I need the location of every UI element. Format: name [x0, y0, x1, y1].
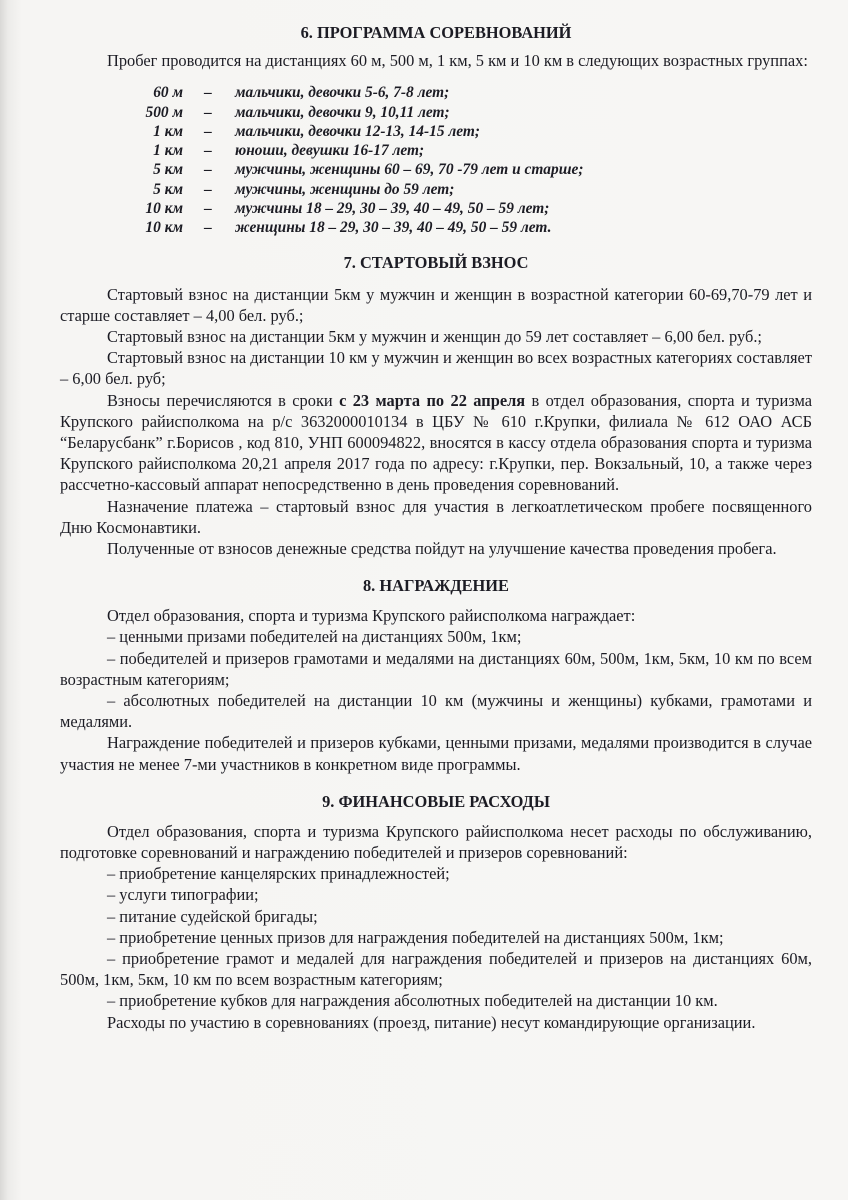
list-item: – абсолютных победителей на дистанции 10 км (мужчины и женщины) кубками, грамотами и медалями.	[60, 691, 812, 732]
group-dash: –	[204, 180, 212, 198]
group-distance: 5 км	[153, 161, 183, 179]
section-8-heading: 8. НАГРАЖДЕНИЕ	[362, 576, 509, 596]
group-distance: 500 м	[145, 103, 183, 121]
section-7-paragraph: Полученные от взносов денежные средства пойдут на улучшение качества проведения пробега.	[107, 539, 777, 559]
age-group-row	[60, 160, 812, 179]
section-9-outro: Расходы по участию в соревнованиях (проезд, питание) несут командирующие организации.	[107, 1012, 756, 1032]
group-distance: 1 км	[153, 142, 183, 160]
group-dash: –	[204, 103, 212, 121]
group-description: юноши, девушки 16-17 лет;	[235, 142, 425, 160]
section-9-heading: 9. ФИНАНСОВЫЕ РАСХОДЫ	[322, 791, 550, 811]
group-description: женщины 18 – 29, 30 – 39, 40 – 49, 50 – 59 лет.	[235, 219, 552, 237]
list-item: – победителей и призеров грамотами и медалями на дистанциях 60м, 500м, 1км, 5км, 10 км по всем возрастным категориям;	[60, 648, 812, 689]
age-group-row	[60, 180, 812, 199]
section-6-heading: 6. ПРОГРАММА СОРЕВНОВАНИЙ	[300, 23, 572, 42]
section-7-paragraph: Стартовый взнос на дистанции 5км у мужчин и женщин до 59 лет составляет – 6,00 бел. руб.;	[107, 326, 762, 346]
payment-dates: с 23 марта по 22 апреля	[339, 390, 526, 410]
group-dash: –	[204, 199, 212, 217]
section-8-intro: Отдел образования, спорта и туризма Крупского райисполкома награждает:	[107, 606, 636, 626]
group-description: мальчики, девочки 12-13, 14-15 лет;	[235, 122, 480, 140]
group-dash: –	[204, 142, 212, 160]
section-7-paragraph: Стартовый взнос на дистанции 10 км у мужчин и женщин во всех возрастных категориях составляет – 6,00 бел. руб;	[60, 348, 812, 389]
list-item: – приобретение кубков для награждения абсолютных победителей на дистанции 10 км.	[107, 991, 718, 1011]
section-7-payment-paragraph	[60, 390, 812, 496]
age-group-row	[60, 122, 812, 141]
group-distance: 1 км	[153, 122, 183, 140]
group-dash: –	[204, 122, 212, 140]
group-description: мужчины, женщины до 59 лет;	[235, 180, 455, 198]
group-dash: –	[204, 219, 212, 237]
document-content	[60, 22, 812, 1033]
group-description: мальчики, девочки 5-6, 7-8 лет;	[235, 84, 450, 102]
payment-text-start: Взносы перечисляются в сроки	[107, 390, 340, 410]
group-distance: 5 км	[153, 180, 183, 198]
list-item: – приобретение ценных призов для награждения победителей на дистанциях 500м, 1км;	[107, 927, 724, 947]
group-description: мужчины, женщины 60 – 69, 70 -79 лет и старше;	[235, 161, 584, 179]
group-distance: 10 км	[145, 199, 183, 217]
age-group-row	[60, 141, 812, 160]
age-group-row	[60, 103, 812, 122]
payment-text-end: в отдел образования, спорта и туризма Крупского райисполкома на р/с 3632000010134 в ЦБУ № 610 г.Крупки, филиала № 612 ОАО АСБ “Беларусбанк” г.Борисов , код 810, УНП 600094822, вносятся в кассу отдела образования спорта и туризма Крупского райисполкома 20,21 апреля 2017 года по адресу: г.Крупки, пер. Вокзальный, 10, а также через рассчетно-кассовый аппарат непосредственно в день проведения соревнований.	[60, 390, 813, 495]
section-7-paragraph: Стартовый взнос на дистанции 5км у мужчин и женщин в возрастной категории 60-69,70-79 лет и старше составляет – 4,00 бел. руб.;	[60, 284, 812, 325]
group-description: мужчины 18 – 29, 30 – 39, 40 – 49, 50 – 59 лет;	[235, 199, 550, 217]
group-distance: 60 м	[153, 84, 183, 102]
section-6-intro: Пробег проводится на дистанциях 60 м, 500 м, 1 км, 5 км и 10 км в следующих возрастных группах:	[107, 51, 808, 70]
section-7-paragraph: Назначение платежа – стартовый взнос для участия в легкоатлетическом пробеге посвященного Дню Космонавтики.	[60, 496, 812, 537]
group-distance: 10 км	[145, 219, 183, 237]
group-dash: –	[204, 84, 212, 102]
group-dash: –	[204, 161, 212, 179]
list-item: – ценными призами победителей на дистанциях 500м, 1км;	[107, 627, 522, 647]
list-item: – приобретение грамот и медалей для награждения победителей и призеров на дистанциях 60м, 500м, 1км, 5км, 10 км по всем возрастным категориям;	[60, 949, 812, 990]
age-group-row	[60, 218, 812, 237]
list-item: – приобретение канцелярских принадлежностей;	[107, 864, 450, 884]
age-groups-table	[60, 83, 812, 237]
group-description: мальчики, девочки 9, 10,11 лет;	[235, 103, 450, 121]
list-item: – услуги типографии;	[107, 885, 259, 905]
list-item: – питание судейской бригады;	[107, 906, 318, 926]
section-9-intro: Отдел образования, спорта и туризма Крупского райисполкома несет расходы по обслуживанию, подготовке соревнований и награждению победителей и призеров соревнований:	[60, 821, 812, 863]
section-7-heading: 7. СТАРТОВЫЙ ВЗНОС	[343, 252, 529, 272]
age-group-row	[60, 199, 812, 218]
age-group-row	[60, 83, 812, 102]
section-8-outro: Награждение победителей и призеров кубками, ценными призами, медалями производится в случае участия не менее 7-ми участников в конкретном виде программы.	[60, 733, 812, 774]
